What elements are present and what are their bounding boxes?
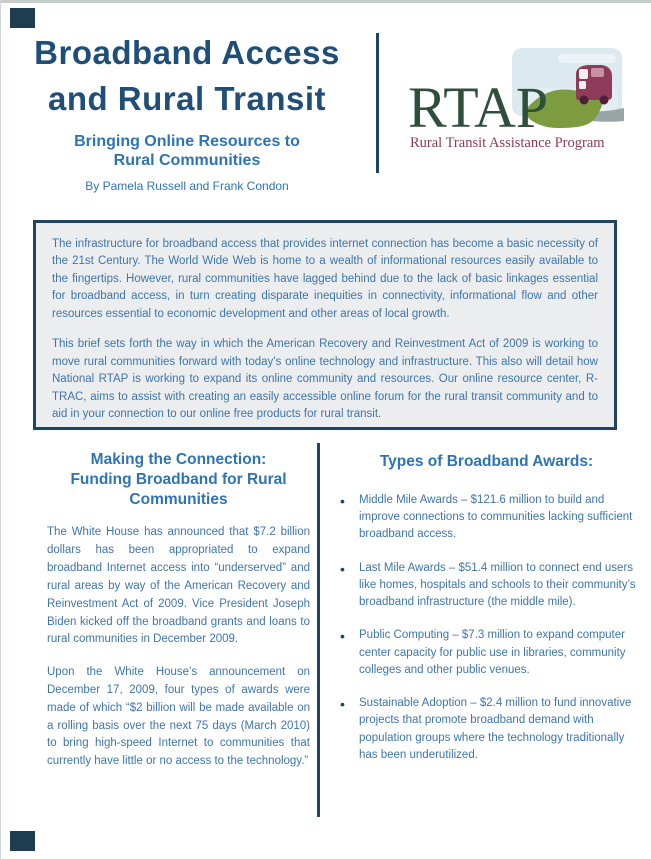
page-title-line1: Broadband Access — [34, 34, 340, 71]
intro-callout-box — [33, 220, 617, 430]
intro-paragraph-2: This brief sets forth the way in which the American Recovery and Reinvestment Act of 2009 is working to move rural communities forward with today’s online technology and infrastructure. This also will detail how National RTAP is working to expand its online community and resources. Our online resource center, R-TRAC, aims to assist with creating an easily accessible online forum for the rural transit community and to aid in your connection to our online free products for rural transit. — [52, 338, 598, 421]
page-subtitle-line2: Rural Communities — [113, 151, 261, 169]
left-heading-line2: Funding Broadband for Rural — [70, 470, 287, 488]
right-column-heading: Types of Broadband Awards: — [379, 453, 594, 470]
left-column-heading — [47, 450, 310, 509]
right-column — [336, 452, 637, 780]
left-heading-line3: Communities — [129, 490, 228, 508]
award-item-sustainable-adoption: • Sustainable Adoption – $2.4 million to fund innovative projects that promote broadband demand with population groups where the technology traditionally has been underutilized. — [336, 695, 637, 764]
byline: By Pamela Russell and Frank Condon — [85, 178, 289, 193]
logo-truck-icon — [576, 65, 612, 105]
corner-accent-top-left — [10, 8, 35, 28]
award-item-middle-mile: • Middle Mile Awards – $121.6 million to build and improve connections to communities lacking sufficient broadband access. — [336, 492, 637, 544]
logo-tagline-text: Rural Transit Assistance Program — [410, 135, 605, 151]
page-title — [22, 30, 352, 121]
left-column — [47, 450, 310, 771]
column-vertical-divider — [317, 443, 320, 817]
intro-paragraph-1: The infrastructure for broadband access that provides internet connection has become a basic necessity of the 21st Century. The World Wide Web is home to a wealth of informational resources easily available to the fingertips. However, rural communities have lagged behind due to the lack of basic linkages essential for broadband access, in turn creating disparate inequities in connectivity, informational flow and other resources essential to economic development and other areas of local growth. — [52, 238, 598, 320]
award-item-public-computing: • Public Computing – $7.3 million to expand computer center capacity for public use in libraries, community colleges and other public venues. — [336, 627, 637, 679]
page-subtitle-line1: Bringing Online Resources to — [74, 133, 300, 151]
rtap-logo — [408, 48, 625, 153]
left-heading-line1: Making the Connection: — [90, 451, 267, 468]
document-header — [22, 30, 352, 193]
left-column-paragraph-2: Upon the White House’s announcement on December 17, 2009, four types of awards were made of which “$2 billion will be made available on a rolling basis over the next 75 days (March 2010) to bring high-speed Internet to communities that currently have little or no access to the technology.” — [47, 666, 310, 768]
page-left-border — [0, 0, 1, 859]
page-title-line2: and Rural Transit — [47, 79, 327, 117]
award-item-last-mile: • Last Mile Awards – $51.4 million to connect end users like homes, hospitals and schools to their community’s broadband infrastructure (the middle mile). — [336, 560, 637, 612]
header-vertical-divider — [376, 33, 379, 173]
logo-sky-streak — [558, 54, 616, 63]
broadband-awards-list — [336, 492, 637, 764]
rtap-logo-graphic — [408, 48, 625, 153]
logo-acronym-text: RTAP — [408, 75, 549, 140]
corner-accent-bottom-left — [10, 831, 35, 851]
page-top-border — [0, 0, 651, 3]
left-column-paragraph-1: The White House has announced that $7.2 billion dollars has been appropriated to expand broadband Internet access into “underserved” and rural areas by way of the American Recovery and Reinvestment Act of 2009. Vice President Joseph Biden kicked off the broadband grants and loans to rural communities in December 2009. — [47, 526, 310, 646]
page-subtitle — [22, 133, 352, 171]
